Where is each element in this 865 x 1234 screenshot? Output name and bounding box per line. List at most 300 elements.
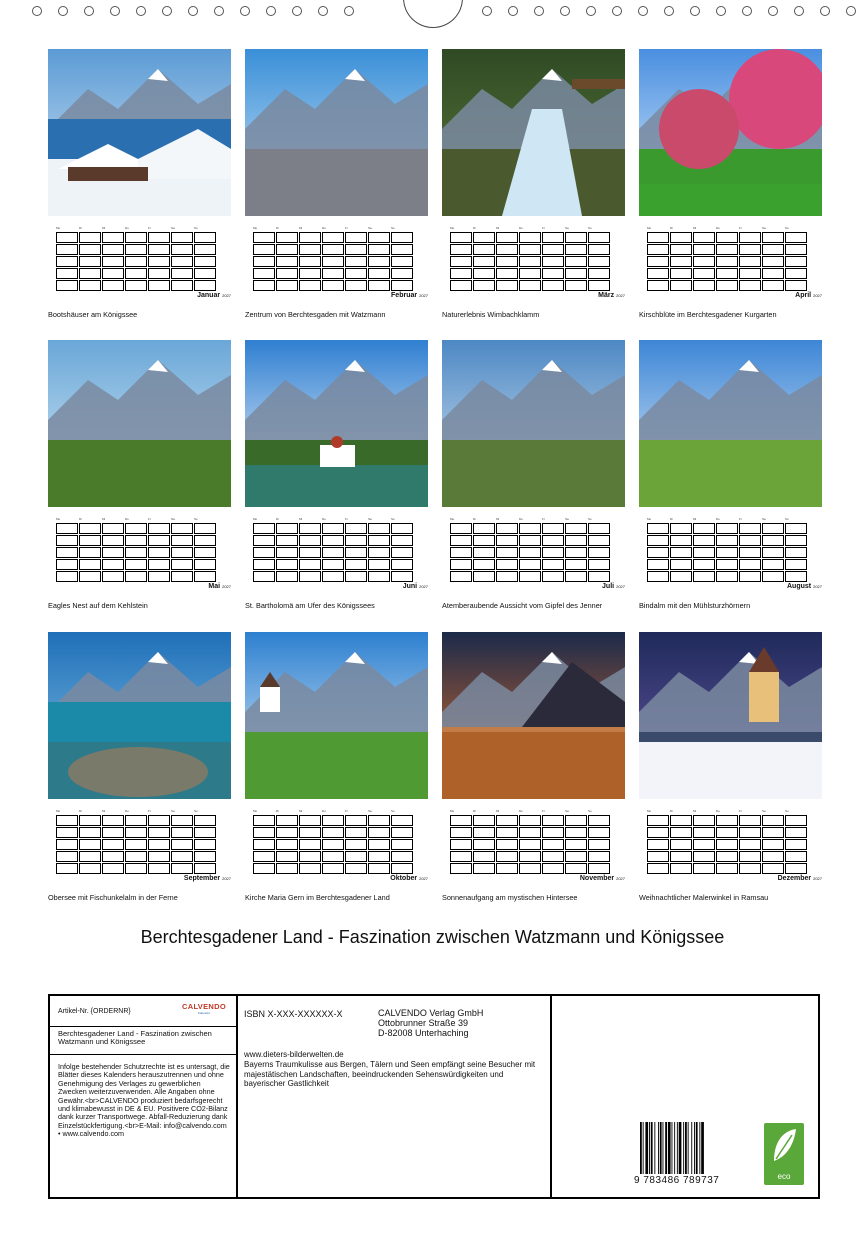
day-cell: [693, 863, 715, 874]
weekday-label: So: [588, 809, 592, 813]
weekday-label: Mi: [102, 517, 106, 521]
day-cell: [762, 232, 784, 243]
photo-caption: Kirschblüte im Berchtesgadener Kurgarten: [639, 310, 777, 319]
photo-caption: Sonnenaufgang am mystischen Hintersee: [442, 893, 578, 902]
day-cell: [276, 547, 298, 558]
day-cell: [473, 256, 495, 267]
day-cell: [56, 547, 78, 558]
day-cell: [368, 571, 390, 582]
day-cell: [368, 535, 390, 546]
weekday-label: Mo: [253, 226, 258, 230]
day-cell: [102, 523, 124, 534]
day-cell: [450, 815, 472, 826]
day-cell: [299, 547, 321, 558]
weekday-label: Mo: [56, 517, 61, 521]
day-cell: [716, 244, 738, 255]
hanger-hook-icon: [403, 0, 463, 28]
day-cell: [125, 232, 147, 243]
month-name: August 2027: [786, 583, 822, 590]
day-cell: [739, 256, 761, 267]
weekday-label: Sa: [762, 517, 766, 521]
day-cell: [542, 232, 564, 243]
day-cell: [762, 547, 784, 558]
day-cell: [79, 535, 101, 546]
day-cell: [194, 547, 216, 558]
month-name: September 2027: [183, 875, 231, 882]
day-cell: [450, 244, 472, 255]
binding-ring-icon: [188, 6, 198, 16]
day-cell: [253, 571, 275, 582]
photo-jenner-view: [442, 340, 625, 507]
day-cell: [299, 256, 321, 267]
day-cell: [565, 244, 587, 255]
weekday-label: Mo: [450, 226, 455, 230]
month-name: Mai 2027: [208, 583, 231, 590]
weekday-label: Do: [716, 517, 720, 521]
day-cell: [102, 559, 124, 570]
day-cell: [519, 827, 541, 838]
day-cell: [450, 232, 472, 243]
weekday-label: Sa: [171, 226, 175, 230]
day-cell: [148, 280, 170, 291]
day-cell: [391, 232, 413, 243]
day-cell: [345, 535, 367, 546]
day-cell: [322, 559, 344, 570]
day-cell: [716, 559, 738, 570]
day-cell: [473, 839, 495, 850]
weekday-label: Mo: [450, 809, 455, 813]
day-cell: [171, 244, 193, 255]
day-cell: [253, 559, 275, 570]
day-cell: [565, 815, 587, 826]
binding-ring-icon: [344, 6, 354, 16]
day-cell: [322, 232, 344, 243]
day-cell: [125, 571, 147, 582]
weekday-label: Mi: [693, 809, 697, 813]
day-cell: [693, 815, 715, 826]
day-cell: [670, 851, 692, 862]
article-row: [50, 996, 236, 1027]
weekday-label: Sa: [565, 809, 569, 813]
binding-ring-icon: [32, 6, 42, 16]
binding-ring-icon: [690, 6, 700, 16]
month-oktober: [245, 632, 428, 902]
binding-ring-icon: [136, 6, 146, 16]
day-cell: [299, 244, 321, 255]
day-cell: [194, 863, 216, 874]
day-cell: [79, 851, 101, 862]
day-cell: [565, 851, 587, 862]
binding-ring-icon: [266, 6, 276, 16]
calvendo-logo: CALVENDO Kalender: [182, 1002, 226, 1015]
day-cell: [785, 863, 807, 874]
day-cell: [368, 559, 390, 570]
day-cell: [299, 839, 321, 850]
photo-caption: St. Bartholomä am Ufer des Königssees: [245, 601, 375, 610]
weekday-label: Mo: [253, 517, 258, 521]
weekday-label: Mi: [693, 226, 697, 230]
weekday-label: Do: [519, 517, 523, 521]
day-cell: [148, 256, 170, 267]
weekday-label: Mi: [299, 809, 303, 813]
day-cell: [56, 559, 78, 570]
day-cell: [473, 547, 495, 558]
day-cell: [785, 559, 807, 570]
day-cell: [345, 268, 367, 279]
day-cell: [647, 268, 669, 279]
day-cell: [542, 268, 564, 279]
day-cell: [670, 244, 692, 255]
day-cell: [647, 256, 669, 267]
day-cell: [496, 559, 518, 570]
day-cell: [519, 815, 541, 826]
day-cell: [194, 571, 216, 582]
day-cell: [588, 547, 610, 558]
day-cell: [148, 523, 170, 534]
day-cell: [693, 244, 715, 255]
day-cell: [647, 815, 669, 826]
day-cell: [194, 559, 216, 570]
day-cell: [299, 523, 321, 534]
day-cell: [299, 232, 321, 243]
day-cell: [102, 244, 124, 255]
day-cell: [79, 815, 101, 826]
day-cell: [299, 268, 321, 279]
weekday-label: Mi: [102, 226, 106, 230]
day-cell: [693, 559, 715, 570]
day-cell: [322, 839, 344, 850]
weekday-label: So: [785, 226, 789, 230]
day-cell: [450, 839, 472, 850]
day-cell: [56, 523, 78, 534]
photo-caption: Weihnachtlicher Malerwinkel in Ramsau: [639, 893, 769, 902]
day-cell: [647, 523, 669, 534]
day-cell: [739, 839, 761, 850]
weekday-label: Do: [519, 226, 523, 230]
month-name: Dezember 2027: [777, 875, 822, 882]
weekday-label: Fr: [345, 226, 348, 230]
day-cell: [79, 863, 101, 874]
day-cell: [276, 232, 298, 243]
day-cell: [716, 256, 738, 267]
day-cell: [473, 827, 495, 838]
weekday-label: Do: [519, 809, 523, 813]
day-cell: [148, 547, 170, 558]
day-cell: [253, 244, 275, 255]
day-cell: [519, 535, 541, 546]
month-name: April 2027: [795, 292, 822, 299]
day-cell: [588, 571, 610, 582]
weekday-label: Do: [322, 517, 326, 521]
weekday-label: So: [785, 809, 789, 813]
weekday-label: Fr: [542, 517, 545, 521]
photo-bindalm: [639, 340, 822, 507]
day-cell: [102, 815, 124, 826]
day-cell: [253, 232, 275, 243]
day-cell: [565, 523, 587, 534]
month-september: [48, 632, 231, 902]
eco-leaf-icon: eco: [764, 1123, 804, 1185]
day-cell: [739, 535, 761, 546]
day-cell: [693, 535, 715, 546]
day-cell: [79, 839, 101, 850]
day-cell: [276, 535, 298, 546]
weekday-label: Fr: [345, 809, 348, 813]
weekday-label: Sa: [171, 517, 175, 521]
photo-caption: Kirche Maria Gern im Berchtesgadener Land: [245, 893, 390, 902]
binding-ring-icon: [84, 6, 94, 16]
day-cell: [450, 851, 472, 862]
photo-town-watzmann: [245, 49, 428, 216]
day-cell: [785, 268, 807, 279]
binding-ring-icon: [716, 6, 726, 16]
day-cell: [56, 535, 78, 546]
day-cell: [739, 571, 761, 582]
day-cell: [496, 232, 518, 243]
weekday-label: Di: [276, 226, 279, 230]
day-cell: [391, 827, 413, 838]
day-cell: [276, 839, 298, 850]
weekday-label: Mi: [693, 517, 697, 521]
day-cell: [194, 535, 216, 546]
day-cell: [496, 571, 518, 582]
day-cell: [542, 827, 564, 838]
day-cell: [785, 256, 807, 267]
product-title: Berchtesgadener Land - Faszination zwischen Watzmann und Königssee: [50, 1027, 236, 1055]
day-cell: [473, 232, 495, 243]
day-cell: [693, 851, 715, 862]
weekday-label: Mi: [299, 226, 303, 230]
day-cell: [368, 523, 390, 534]
day-cell: [785, 851, 807, 862]
day-cell: [716, 827, 738, 838]
day-cell: [79, 571, 101, 582]
day-cell: [716, 280, 738, 291]
day-cell: [56, 863, 78, 874]
day-cell: [588, 815, 610, 826]
day-cell: [125, 523, 147, 534]
day-cell: [148, 244, 170, 255]
day-cell: [125, 280, 147, 291]
day-cell: [171, 571, 193, 582]
day-cell: [450, 827, 472, 838]
day-cell: [102, 280, 124, 291]
weekday-label: So: [785, 517, 789, 521]
day-cell: [716, 863, 738, 874]
day-cell: [345, 827, 367, 838]
day-cell: [762, 244, 784, 255]
calendar-title: Berchtesgadener Land - Faszination zwischen Watzmann und Königssee: [140, 927, 725, 947]
day-cell: [785, 280, 807, 291]
day-cell: [519, 571, 541, 582]
day-cell: [450, 559, 472, 570]
day-cell: [171, 827, 193, 838]
day-cell: [56, 256, 78, 267]
day-cell: [647, 547, 669, 558]
day-cell: [102, 547, 124, 558]
day-cell: [276, 815, 298, 826]
month-name: Oktober 2027: [390, 875, 428, 882]
day-cell: [496, 827, 518, 838]
barcode: [640, 1122, 730, 1178]
day-cell: [171, 232, 193, 243]
weekday-label: Di: [670, 226, 673, 230]
day-cell: [542, 256, 564, 267]
day-cell: [496, 863, 518, 874]
day-cell: [125, 815, 147, 826]
day-cell: [670, 571, 692, 582]
day-cell: [102, 839, 124, 850]
day-cell: [588, 839, 610, 850]
day-cell: [739, 547, 761, 558]
weekday-label: Fr: [148, 517, 151, 521]
website-link[interactable]: www.dieters-bilderwelten.de: [244, 1050, 344, 1059]
day-cell: [785, 232, 807, 243]
day-cell: [56, 839, 78, 850]
binding-ring-icon: [214, 6, 224, 16]
legal-notice: Infolge bestehender Schutzrechte ist es untersagt, die Blätter dieses Kalenders herauszutrennen und ohne Genehmigung des Verlages zu gewerblichen Zwecken weiterzuverwenden. Alle Angaben ohne Gewähr.<br>CALVENDO produziert bedarfsgerecht und klimabewusst in DE & EU. Positivere CO2-Bilanz dank kurzer Transportwege. Abfall-Reduzierung dank Einzelstückfertigung.<br>E-Mail: info@calvendo.com • www.calvendo.com: [58, 1062, 230, 1139]
day-cell: [148, 232, 170, 243]
day-cell: [79, 547, 101, 558]
spiral-binding: [0, 0, 865, 30]
day-cell: [253, 547, 275, 558]
day-cell: [762, 535, 784, 546]
day-cell: [785, 535, 807, 546]
day-cell: [716, 523, 738, 534]
photo-winter-lake-boathouses: [48, 49, 231, 216]
day-cell: [125, 268, 147, 279]
day-cell: [171, 559, 193, 570]
day-cell: [542, 523, 564, 534]
day-cell: [450, 571, 472, 582]
day-cell: [496, 256, 518, 267]
day-cell: [588, 256, 610, 267]
day-cell: [253, 815, 275, 826]
photo-caption: Obersee mit Fischunkelalm in der Ferne: [48, 893, 178, 902]
day-cell: [762, 280, 784, 291]
photo-eagles-nest: [48, 340, 231, 507]
day-cell: [496, 535, 518, 546]
day-cell: [368, 863, 390, 874]
day-cell: [368, 280, 390, 291]
binding-ring-icon: [318, 6, 328, 16]
day-cell: [762, 863, 784, 874]
weekday-label: Sa: [171, 809, 175, 813]
day-cell: [739, 559, 761, 570]
day-cell: [368, 244, 390, 255]
photo-caption: Eagles Nest auf dem Kehlstein: [48, 601, 148, 610]
day-cell: [785, 547, 807, 558]
weekday-label: Fr: [739, 517, 742, 521]
day-cell: [519, 839, 541, 850]
binding-ring-icon: [586, 6, 596, 16]
weekday-label: Sa: [368, 517, 372, 521]
weekday-label: Fr: [739, 226, 742, 230]
day-cell: [647, 839, 669, 850]
day-cell: [519, 547, 541, 558]
day-cell: [647, 827, 669, 838]
day-cell: [647, 571, 669, 582]
day-cell: [542, 535, 564, 546]
day-cell: [253, 827, 275, 838]
day-cell: [276, 571, 298, 582]
weekday-label: Fr: [542, 226, 545, 230]
day-cell: [450, 268, 472, 279]
day-cell: [670, 268, 692, 279]
weekday-label: Do: [716, 809, 720, 813]
day-cell: [102, 851, 124, 862]
day-cell: [542, 815, 564, 826]
day-cell: [253, 523, 275, 534]
day-cell: [276, 851, 298, 862]
day-cell: [345, 280, 367, 291]
month-juni: [245, 340, 428, 610]
day-cell: [716, 851, 738, 862]
day-cell: [322, 256, 344, 267]
day-cell: [693, 547, 715, 558]
day-cell: [125, 827, 147, 838]
publisher-address: CALVENDO Verlag GmbH Ottobrunner Straße 39 D-82008 Unterhaching: [378, 1008, 484, 1038]
day-cell: [565, 268, 587, 279]
month-november: [442, 632, 625, 902]
day-cell: [670, 827, 692, 838]
day-cell: [588, 280, 610, 291]
day-cell: [79, 256, 101, 267]
day-cell: [647, 863, 669, 874]
month-juli: [442, 340, 625, 610]
weekday-label: Di: [79, 517, 82, 521]
day-cell: [148, 863, 170, 874]
day-cell: [148, 268, 170, 279]
day-cell: [253, 839, 275, 850]
day-cell: [79, 827, 101, 838]
day-cell: [125, 559, 147, 570]
day-cell: [125, 863, 147, 874]
month-name: Juni 2027: [402, 583, 428, 590]
day-cell: [588, 851, 610, 862]
weekday-label: Do: [125, 809, 129, 813]
day-cell: [322, 523, 344, 534]
day-cell: [565, 256, 587, 267]
photo-obersee: [48, 632, 231, 799]
day-cell: [762, 268, 784, 279]
day-cell: [276, 244, 298, 255]
day-cell: [762, 523, 784, 534]
day-cell: [762, 839, 784, 850]
day-cell: [519, 523, 541, 534]
day-cell: [345, 232, 367, 243]
photo-caption: Zentrum von Berchtesgaden mit Watzmann: [245, 310, 386, 319]
day-cell: [391, 535, 413, 546]
weekday-label: Fr: [345, 517, 348, 521]
day-cell: [276, 523, 298, 534]
day-cell: [391, 547, 413, 558]
day-cell: [391, 268, 413, 279]
day-cell: [253, 863, 275, 874]
photo-st-bartholomae: [245, 340, 428, 507]
day-cell: [299, 827, 321, 838]
photo-caption: Atemberaubende Aussicht vom Gipfel des Jenner: [442, 601, 603, 610]
month-name: Januar 2027: [197, 292, 231, 299]
day-cell: [368, 268, 390, 279]
day-cell: [496, 244, 518, 255]
day-cell: [194, 280, 216, 291]
day-cell: [102, 256, 124, 267]
day-cell: [716, 547, 738, 558]
day-cell: [391, 244, 413, 255]
article-number: Artikel-Nr. {ORDERNR}: [58, 1008, 131, 1015]
weekday-label: Do: [322, 809, 326, 813]
